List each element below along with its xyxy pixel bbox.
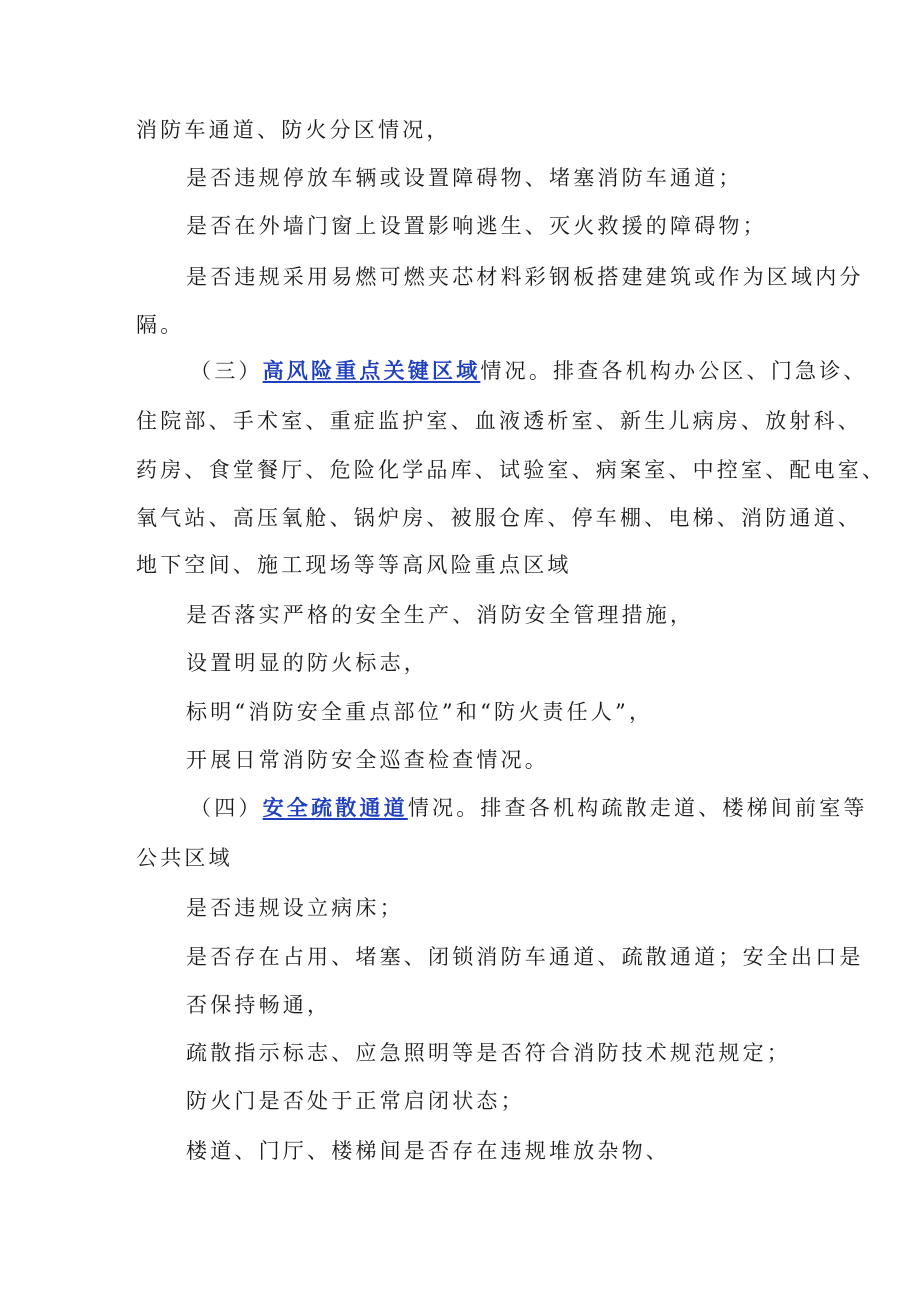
text-line: 氧气站、高压氧舱、锅炉房、被服仓库、停车棚、电梯、消防通道、: [136, 506, 862, 530]
text-line: 地下空间、施工现场等等高风险重点区域: [136, 553, 572, 577]
section-4-link[interactable]: 安全疏散通道: [262, 795, 408, 820]
text-line: 是否在外墙门窗上设置影响逃生、灭火救援的障碍物；: [186, 214, 767, 238]
text-line: 是否违规设立病床；: [186, 896, 404, 920]
text-line: 疏散指示标志、应急照明等是否符合消防技术规范规定；: [186, 1041, 791, 1065]
text-line: 住院部、手术室、重症监护室、血液透析室、新生儿病房、放射科、: [136, 409, 862, 433]
section-4-number: （四）: [190, 796, 263, 820]
text-line: 是否违规采用易燃可燃夹芯材料彩钢板搭建建筑或作为区域内分: [186, 265, 864, 289]
section-3-link[interactable]: 高风险重点关键区域: [262, 358, 481, 383]
section-3-heading: [190, 356, 868, 386]
section-3-number: （三）: [190, 359, 263, 383]
text-line: 否保持畅通，: [186, 993, 332, 1017]
text-line: 是否存在占用、堵塞、闭锁消防车通道、疏散通道；安全出口是: [186, 945, 864, 969]
text-line: 隔。: [136, 313, 185, 337]
section-4-heading: [190, 793, 868, 823]
text-line: 是否落实严格的安全生产、消防安全管理措施，: [186, 603, 695, 627]
text-line: 楼道、门厅、楼梯间是否存在违规堆放杂物、: [186, 1139, 670, 1163]
section-3-text: 情况。排查各机构办公区、门急诊、: [480, 359, 868, 383]
text-line: 消防车通道、防火分区情况，: [136, 118, 451, 142]
text-line: 标明“消防安全重点部位”和“防火责任人”，: [186, 700, 654, 724]
text-line: 设置明显的防火标志，: [186, 651, 428, 675]
text-line: 公共区域: [136, 846, 233, 870]
text-line: 防火门是否处于正常启闭状态；: [186, 1089, 525, 1113]
section-4-text: 情况。排查各机构疏散走道、楼梯间前室等: [407, 796, 868, 820]
text-line: 开展日常消防安全巡查检查情况。: [186, 748, 549, 772]
text-line: 是否违规停放车辆或设置障碍物、堵塞消防车通道；: [186, 166, 743, 190]
text-line: 药房、食堂餐厅、危险化学品库、试验室、病案室、中控室、配电室、: [136, 458, 887, 482]
